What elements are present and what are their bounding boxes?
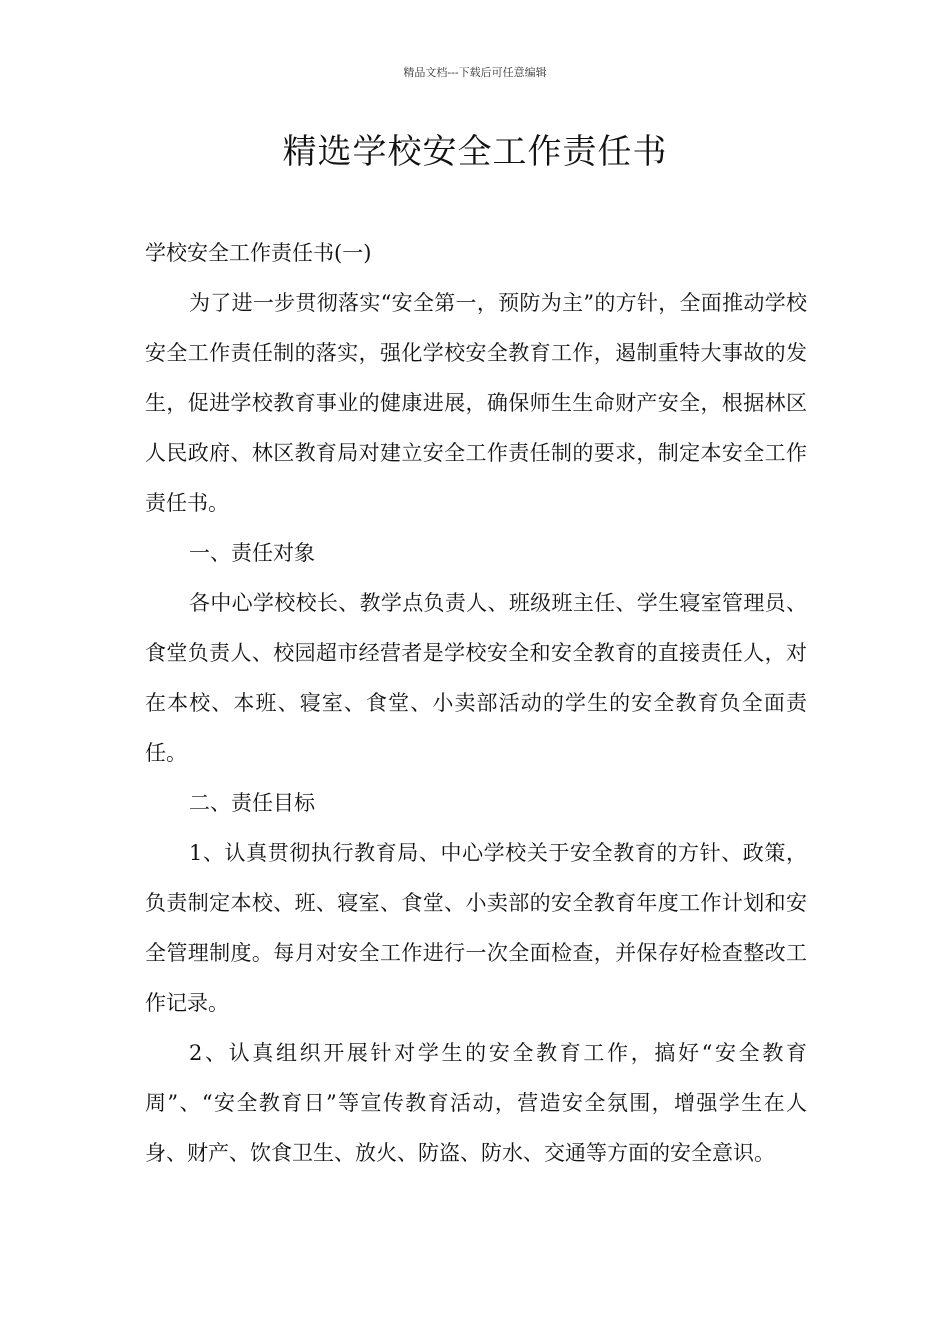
document-subtitle: 学校安全工作责任书(一) bbox=[145, 241, 372, 265]
header-note: 精品文档---下载后可任意编辑 bbox=[403, 66, 547, 79]
section-heading-responsibility-object: 一、责任对象 bbox=[189, 541, 315, 565]
intro-paragraph: 为了进一步贯彻落实“安全第一，预防为主”的方针，全面推动学校安全工作责任制的落实，强化学校安全教育工作，遏制重特大事故的发生，促进学校教育事业的健康进展，确保师生生命财产安全，根据林区人民政府、林区教育局对建立安全工作责任制的要求，制定本安全工作责任书。 bbox=[145, 291, 807, 515]
goal-item-1-paragraph: 1、认真贯彻执行教育局、中心学校关于安全教育的方针、政策，负责制定本校、班、寝室、食堂、小卖部的安全教育年度工作计划和安全管理制度。每月对安全工作进行一次全面检查，并保存好检查整改工作记录。 bbox=[145, 841, 807, 1015]
goal-item-2-paragraph: 2、认真组织开展针对学生的安全教育工作，搞好“安全教育周”、“安全教育日”等宣传教育活动，营造安全氛围，增强学生在人身、财产、饮食卫生、放火、防盗、防水、交通等方面的安全意识。 bbox=[145, 1041, 807, 1165]
responsibility-object-paragraph: 各中心学校校长、教学点负责人、班级班主任、学生寝室管理员、食堂负责人、校园超市经营者是学校安全和安全教育的直接责任人，对在本校、本班、寝室、食堂、小卖部活动的学生的安全教育负全面责任。 bbox=[145, 591, 807, 765]
document-body bbox=[145, 228, 807, 1178]
document-title: 精选学校安全工作责任书 bbox=[282, 132, 668, 172]
section-heading-responsibility-goal: 二、责任目标 bbox=[189, 791, 315, 815]
